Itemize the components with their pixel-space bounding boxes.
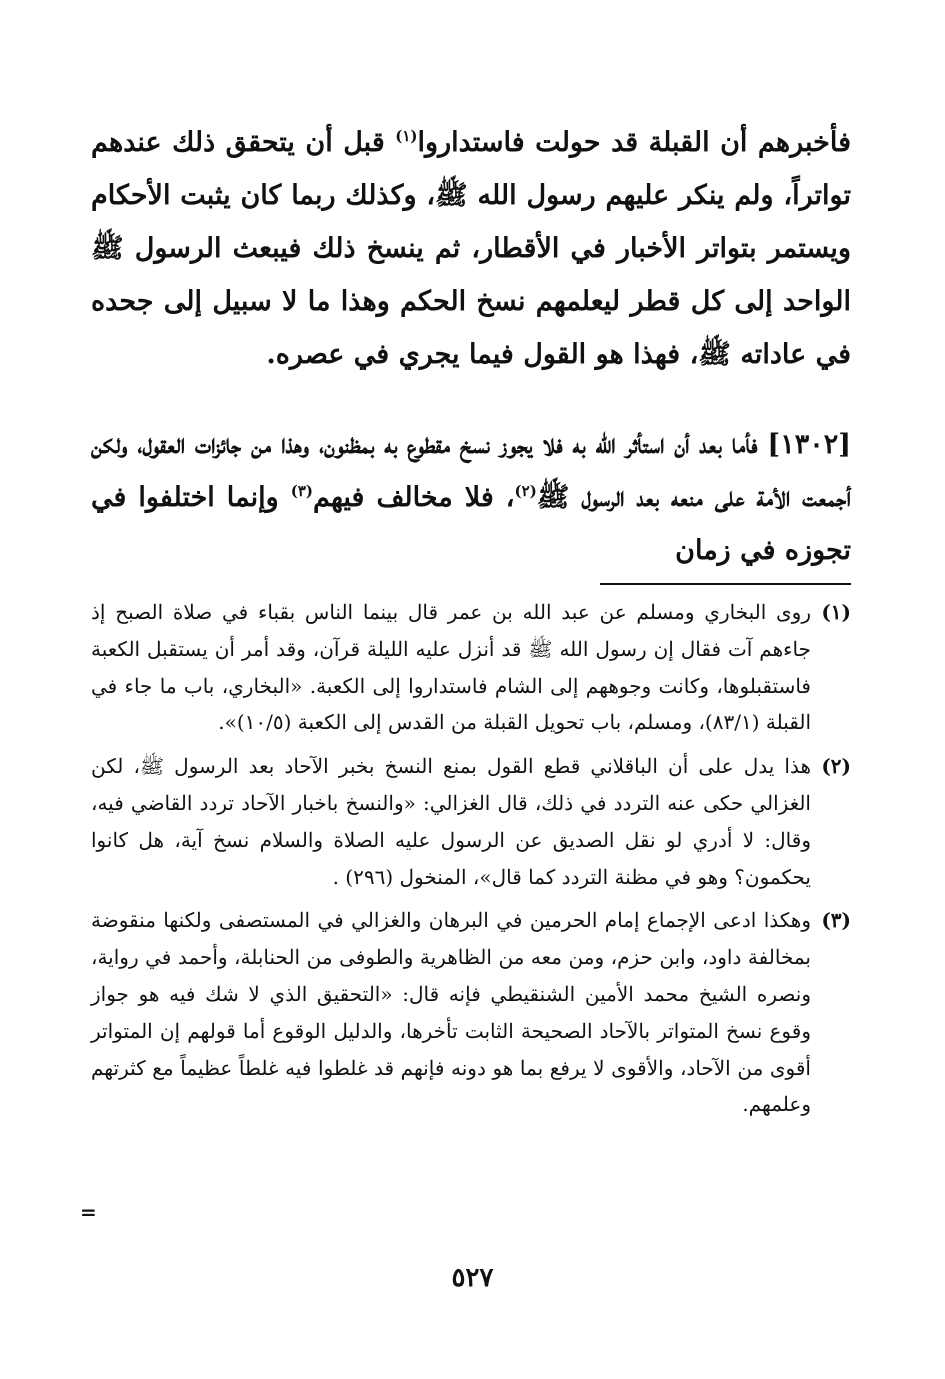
footnotes — [91, 594, 851, 1130]
paragraph-1-text-b: قبل أن يتحقق ذلك عندهم تواتراً، ولم ينكر عليهم رسول الله ﷺ، وكذلك ربما كان يثبت الأحكام ويستمر بتواتر الأخبار في الأقطار، ثم ينسخ ذلك فيبعث الرسول ﷺ الواحد إلى كل قطر ليعلمهم نسخ الحكم وهذا ما لا سبيل إلى جحده في عاداته ﷺ، فهذا هو القول فيما يجري في عصره. — [91, 127, 851, 370]
paragraph-2-text-c: وإنما اختلفوا في تجوزه في زمان — [91, 482, 851, 566]
footnote-ref-2: (٢) — [514, 482, 537, 500]
footnote-text: روى البخاري ومسلم عن عبد الله بن عمر قال بينما الناس بقباء في صلاة الصبح إذ جاءهم آت فقال إن رسول الله ﷺ قد أنزل عليه الليلة قرآن، وقد أمر أن يستقبل الكعبة فاستقبلوها، وكانت وجوههم إلى الشام فاستداروا إلى الكعبة. «البخاري، باب ما جاء في القبلة (٨٣/١)، ومسلم، باب تحويل القبلة من القدس إلى الكعبة (١٠/٥)». — [91, 600, 811, 735]
page-number: ٥٢٧ — [451, 1263, 494, 1293]
footnote-text: هذا يدل على أن الباقلاني قطع القول بمنع النسخ بخبر الآحاد بعد الرسول ﷺ، لكن الغزالي حكى عنه التردد في ذلك، قال الغزالي: «والنسخ باخبار الآحاد تردد القاضي فيه، وقال: لا أدري لو نقل الصديق عن الرسول عليه الصلاة والسلام نسخ آية، هل كانوا يحكمون؟ وهو في مظنة التردد كما قال»، المنخول (٢٩٦) . — [91, 754, 811, 889]
footnote-number: (١) — [821, 600, 851, 624]
footnote-2 — [91, 748, 851, 895]
paragraph-1 — [91, 116, 851, 381]
footnote-number: (٣) — [821, 908, 851, 933]
footnote-ref-3: (٣) — [290, 482, 313, 500]
paragraph-1-text-a: فأخبرهم أن القبلة قد حولت فاستداروا — [417, 127, 851, 158]
paragraph-2 — [91, 418, 851, 577]
footnote-number: (٢) — [821, 754, 851, 779]
footnote-ref-1: (١) — [395, 127, 418, 145]
footnote-text: وهكذا ادعى الإجماع إمام الحرمين في البرهان والغزالي في المستصفى ولكنها منقوضة بمخالفة داود، وابن حزم، ومن معه من الظاهرية والطوفى من الحنابلة، وأحمد في رواية، ونصره الشيخ محمد الأمين الشنقيطي فإنه قال: «التحقيق الذي لا شك فيه هو جواز وقوع نسخ المتواتر بالآحاد الصحيحة الثابت تأخرها، والدليل الوقوع أما قولهم إن المتواتر أقوى من الآحاد، والأقوى لا يرفع بما هو دونه فإنهم قد غلطوا فيه غلطاً عظيماً مع كثرتهم وعلمهم. — [91, 908, 811, 1117]
paragraph-2-text-b: ، فلا مخالف فيهم — [313, 482, 515, 513]
footnote-3 — [91, 902, 851, 1123]
footnote-1 — [91, 594, 851, 741]
footnote-separator — [600, 583, 851, 585]
continuation-mark: = — [80, 1200, 97, 1224]
paragraph-2-text-a: [١٣٠٢] فأما بعد أن استأثر الله به فلا يجوز نسخ مقطوع به بمظنون، وهذا من جائزات العقول، ولكن أجمعت الأمة على منعه بعد الرسول ﷺ — [91, 429, 851, 513]
main-text — [91, 116, 851, 577]
